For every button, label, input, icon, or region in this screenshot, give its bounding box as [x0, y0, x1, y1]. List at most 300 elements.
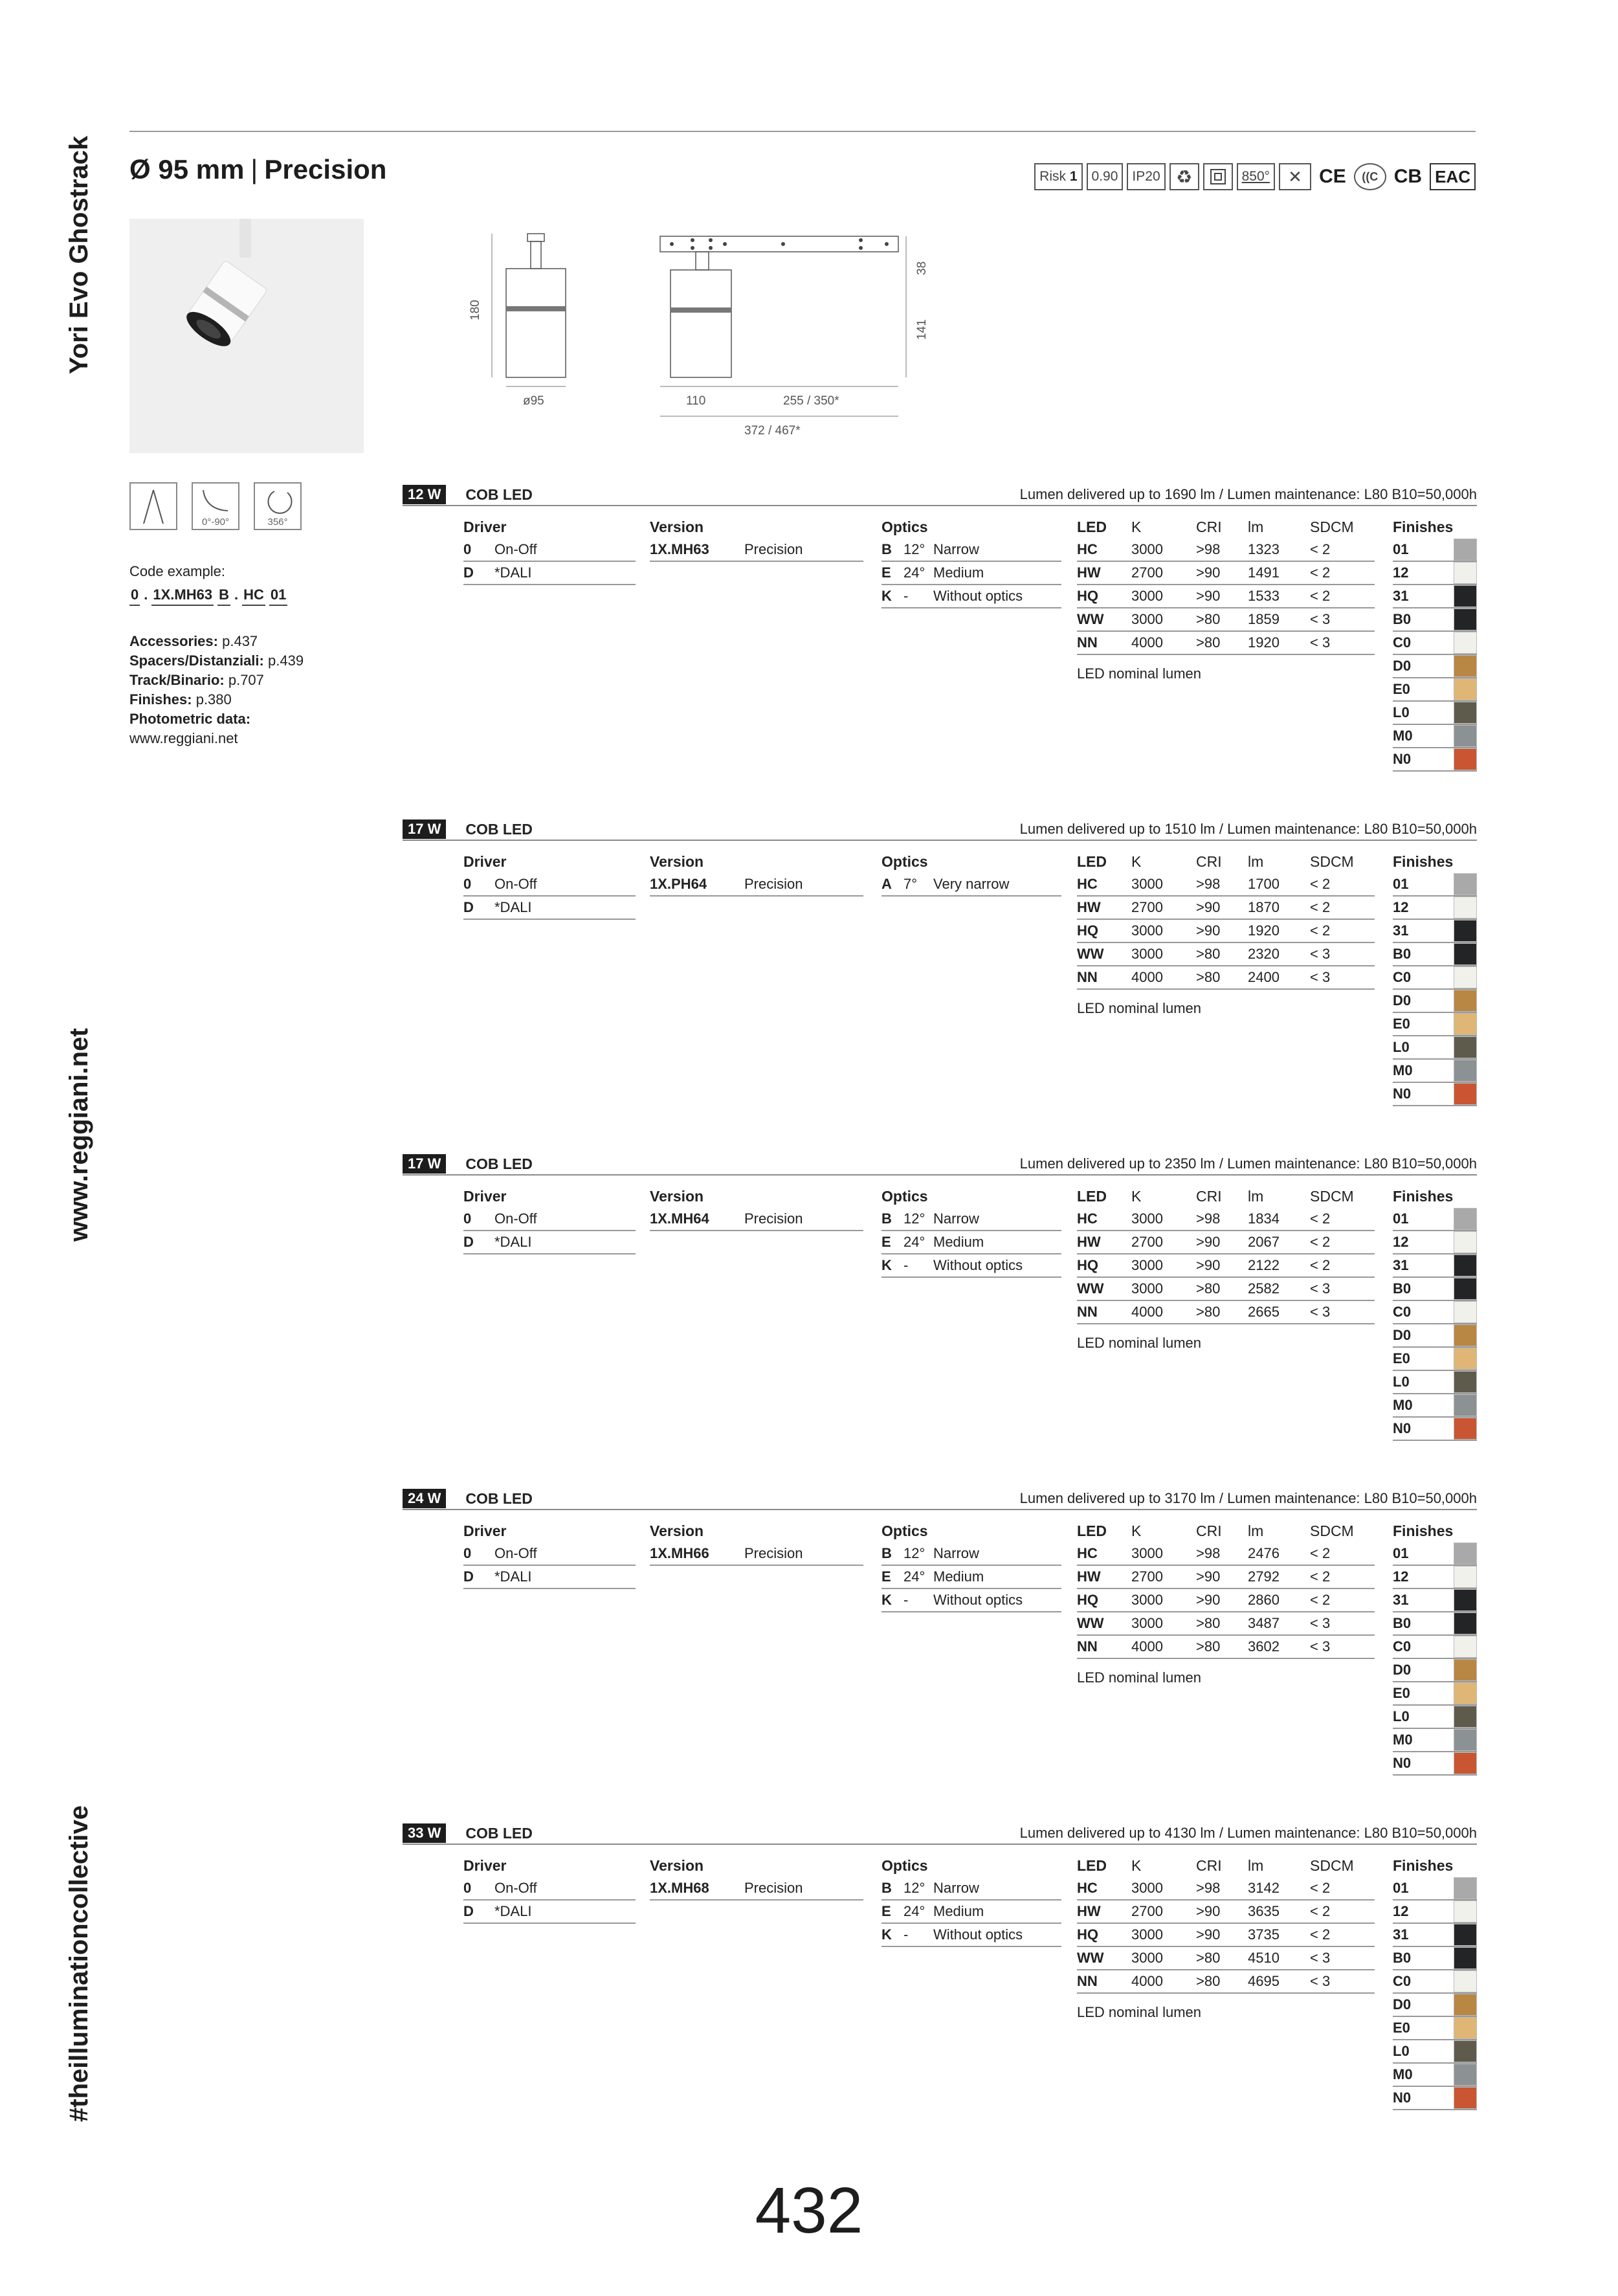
finish-code: L0 [1393, 2043, 1410, 2059]
led-header-lm: lm [1248, 1857, 1264, 1874]
led-row [1077, 608, 1375, 632]
finishes-line [129, 690, 304, 709]
photometric-link[interactable]: www.reggiani.net [129, 730, 238, 746]
led-header-cri: CRI [1196, 518, 1222, 535]
driver-row [463, 539, 636, 562]
finish-swatch [1454, 655, 1477, 677]
optics-name: Medium [933, 1903, 984, 1919]
finish-code: L0 [1393, 1039, 1410, 1055]
rotation-icon [254, 482, 302, 530]
finish-code: 12 [1393, 1234, 1409, 1250]
optics-header: Optics [881, 853, 928, 870]
led-lumen: 4695 [1248, 1973, 1280, 1989]
finish-row [1393, 1060, 1477, 1083]
optics-row [881, 1543, 1061, 1566]
code-part-dot: . [144, 586, 148, 603]
led-lumen: 2400 [1248, 969, 1280, 985]
finishes-header: Finishes [1393, 518, 1454, 535]
finish-row [1393, 1636, 1477, 1659]
glow-wire-icon [1237, 163, 1275, 190]
led-code: WW [1077, 611, 1104, 627]
finish-code: 12 [1393, 899, 1409, 915]
finish-swatch [1454, 1636, 1477, 1658]
led-header-k: K [1131, 1188, 1142, 1205]
code-part-dot: . [234, 586, 239, 603]
finishes-column [1393, 850, 1477, 1106]
version-row [650, 1208, 863, 1231]
driver-row [463, 873, 636, 897]
driver-row [463, 1543, 636, 1566]
led-header-cri: CRI [1196, 1188, 1222, 1205]
led-header-k: K [1131, 518, 1142, 535]
cob-label: COB LED [465, 485, 533, 503]
accessories-value[interactable]: p.437 [222, 633, 258, 649]
version-code: 1X.MH63 [650, 541, 709, 557]
finish-swatch [1454, 1013, 1477, 1035]
optics-angle: 24° [903, 1234, 925, 1250]
led-sdcm: < 3 [1310, 1304, 1331, 1320]
led-cri: >90 [1196, 588, 1221, 604]
led-sdcm: < 3 [1310, 1950, 1331, 1966]
title-separator: | [250, 154, 258, 184]
led-code: HQ [1077, 1592, 1098, 1608]
spec-columns [403, 841, 1477, 1145]
driver-column [463, 515, 636, 585]
led-header-lm: lm [1248, 1522, 1264, 1539]
optics-code: A [881, 876, 892, 892]
finish-row [1393, 990, 1477, 1013]
finish-swatch [1454, 966, 1477, 988]
led-cri: >80 [1196, 611, 1221, 627]
optics-name: Very narrow [933, 876, 1010, 892]
finish-swatch [1454, 1900, 1477, 1923]
finish-code: C0 [1393, 969, 1412, 985]
led-kelvin: 3000 [1131, 946, 1163, 962]
top-rule [129, 131, 1476, 132]
led-code: HC [1077, 1880, 1098, 1896]
led-row [1077, 1231, 1375, 1254]
led-sdcm: < 2 [1310, 1903, 1331, 1919]
finish-row [1393, 1752, 1477, 1776]
finish-swatch [1454, 585, 1477, 607]
optics-code: B [881, 1880, 892, 1896]
block-header [403, 1823, 1477, 1845]
led-header-cri: CRI [1196, 1857, 1222, 1874]
wattage-badge: 17 W [403, 819, 446, 839]
finish-code: N0 [1393, 751, 1412, 767]
led-code: HQ [1077, 588, 1098, 604]
finish-swatch [1454, 1060, 1477, 1082]
led-cri: >90 [1196, 1592, 1221, 1608]
led-row [1077, 1208, 1375, 1231]
code-example [129, 585, 304, 606]
led-cri: >80 [1196, 1280, 1221, 1297]
led-row [1077, 1636, 1375, 1659]
led-kelvin: 3000 [1131, 541, 1163, 557]
cob-label: COB LED [465, 1824, 533, 1842]
finish-swatch [1454, 1729, 1477, 1751]
led-sdcm: < 2 [1310, 564, 1331, 581]
version-code: 1X.MH64 [650, 1210, 709, 1227]
finish-row [1393, 1924, 1477, 1947]
led-sdcm: < 3 [1310, 1280, 1331, 1297]
finish-code: 31 [1393, 588, 1409, 604]
version-code: 1X.PH64 [650, 876, 707, 892]
finish-swatch [1454, 1208, 1477, 1230]
spacers-value[interactable]: p.439 [268, 652, 304, 669]
optics-row [881, 1877, 1061, 1900]
led-lumen: 2476 [1248, 1545, 1280, 1561]
finish-code: C0 [1393, 1973, 1412, 1989]
finish-code: D0 [1393, 1996, 1412, 2012]
led-cri: >98 [1196, 1880, 1221, 1896]
driver-header: Driver [463, 1857, 507, 1874]
tilt-label: 0°-90° [201, 517, 230, 528]
spec-columns [403, 1845, 1477, 2149]
finish-code: 31 [1393, 922, 1409, 939]
finish-swatch [1454, 678, 1477, 700]
led-header-sdcm: SDCM [1310, 1188, 1354, 1205]
optics-row [881, 1566, 1061, 1589]
led-header-k: K [1131, 1522, 1142, 1539]
finish-row [1393, 873, 1477, 897]
dim-diameter: ø95 [523, 394, 544, 408]
led-kelvin: 4000 [1131, 634, 1163, 651]
optics-angle: - [903, 1926, 909, 1943]
finish-swatch [1454, 2017, 1477, 2039]
led-code: WW [1077, 1280, 1104, 1297]
finishes-value[interactable]: p.380 [195, 691, 232, 708]
power-factor-value: 0.90 [1091, 169, 1118, 184]
led-row [1077, 1301, 1375, 1324]
finish-row [1393, 1013, 1477, 1036]
finish-code: 31 [1393, 1592, 1409, 1608]
version-name: Precision [744, 1880, 803, 1896]
finish-row [1393, 539, 1477, 562]
led-cri: >98 [1196, 1545, 1221, 1561]
led-lumen: 1491 [1248, 564, 1280, 581]
optics-column [881, 1854, 1061, 1947]
led-kelvin: 3000 [1131, 1880, 1163, 1896]
finish-swatch [1454, 1324, 1477, 1346]
finish-row [1393, 1301, 1477, 1324]
driver-name: On-Off [494, 1880, 537, 1896]
driver-column [463, 1854, 636, 1924]
finish-row [1393, 585, 1477, 608]
finish-row [1393, 562, 1477, 585]
driver-row [463, 897, 636, 920]
photometric-line [129, 709, 304, 729]
led-lumen: 3602 [1248, 1638, 1280, 1655]
led-sdcm: < 3 [1310, 1615, 1331, 1631]
optics-code: E [881, 1903, 891, 1919]
finish-code: 01 [1393, 1880, 1409, 1896]
optics-row [881, 1254, 1061, 1278]
led-sdcm: < 3 [1310, 946, 1331, 962]
finish-swatch [1454, 1371, 1477, 1393]
finish-code: E0 [1393, 1350, 1410, 1366]
led-kelvin: 3000 [1131, 1615, 1163, 1631]
finish-code: E0 [1393, 1016, 1410, 1032]
driver-row [463, 1208, 636, 1231]
led-header-led: LED [1077, 1522, 1107, 1539]
finish-row [1393, 608, 1477, 632]
version-header: Version [650, 518, 704, 535]
version-column [650, 1185, 863, 1231]
led-code: HQ [1077, 1257, 1098, 1273]
spec-columns [403, 1176, 1477, 1480]
block-header [403, 1154, 1477, 1176]
led-cri: >80 [1196, 1304, 1221, 1320]
spec-block [403, 819, 1477, 1145]
finish-swatch [1454, 702, 1477, 724]
led-note: LED nominal lumen [1077, 1335, 1201, 1351]
led-kelvin: 3000 [1131, 1257, 1163, 1273]
led-sdcm: < 2 [1310, 922, 1331, 939]
led-kelvin: 4000 [1131, 969, 1163, 985]
led-column [1077, 1185, 1375, 1352]
finish-row [1393, 1612, 1477, 1636]
led-code: NN [1077, 1973, 1098, 1989]
finish-swatch [1454, 2064, 1477, 2086]
optics-code: E [881, 1234, 891, 1250]
optics-angle: - [903, 588, 909, 604]
led-lumen: 3142 [1248, 1880, 1280, 1896]
optics-name: Without optics [933, 1926, 1023, 1943]
optics-name: Narrow [933, 1880, 979, 1896]
led-row [1077, 562, 1375, 585]
side-website[interactable]: www.reggiani.net [65, 1028, 93, 1242]
finish-swatch [1454, 632, 1477, 654]
led-row [1077, 1900, 1375, 1924]
finishes-header: Finishes [1393, 1522, 1454, 1539]
finish-code: E0 [1393, 681, 1410, 697]
finishes-header: Finishes [1393, 1857, 1454, 1874]
finish-row [1393, 725, 1477, 748]
wattage-badge: 33 W [403, 1823, 446, 1843]
led-header [1077, 1185, 1375, 1208]
led-lumen: 1533 [1248, 588, 1280, 604]
led-lumen: 1323 [1248, 541, 1280, 557]
optics-column [881, 1519, 1061, 1612]
title-variant: Precision [264, 154, 387, 184]
finish-code: 12 [1393, 1568, 1409, 1585]
finish-swatch [1454, 539, 1477, 561]
led-code: NN [1077, 969, 1098, 985]
led-lumen: 1834 [1248, 1210, 1280, 1227]
dim-body-height: 141 [915, 319, 929, 340]
optics-code: K [881, 588, 892, 604]
spec-block [403, 484, 1477, 810]
version-name: Precision [744, 876, 803, 892]
led-sdcm: < 3 [1310, 634, 1331, 651]
finish-swatch [1454, 1418, 1477, 1440]
led-lumen: 2122 [1248, 1257, 1280, 1273]
version-header: Version [650, 1857, 704, 1874]
led-cri: >80 [1196, 1950, 1221, 1966]
led-kelvin: 3000 [1131, 1280, 1163, 1297]
led-lumen: 3735 [1248, 1926, 1280, 1943]
finish-code: C0 [1393, 1638, 1412, 1655]
led-kelvin: 2700 [1131, 899, 1163, 915]
finish-swatch [1454, 1970, 1477, 1992]
track-value[interactable]: p.707 [228, 672, 264, 688]
led-cri: >80 [1196, 634, 1221, 651]
led-kelvin: 3000 [1131, 922, 1163, 939]
led-lumen: 2320 [1248, 946, 1280, 962]
finish-code: L0 [1393, 1374, 1410, 1390]
finish-code: N0 [1393, 2090, 1412, 2106]
led-lumen: 3635 [1248, 1903, 1280, 1919]
finish-swatch [1454, 2087, 1477, 2109]
led-code: HW [1077, 1903, 1101, 1919]
finish-row [1393, 748, 1477, 772]
led-row [1077, 1543, 1375, 1566]
finish-code: D0 [1393, 658, 1412, 674]
led-header-led: LED [1077, 853, 1107, 870]
led-row [1077, 539, 1375, 562]
spec-block [403, 1488, 1477, 1814]
led-code: WW [1077, 1950, 1104, 1966]
optics-column [881, 515, 1061, 608]
led-row [1077, 1278, 1375, 1301]
optics-name: Without optics [933, 588, 1023, 604]
led-cri: >80 [1196, 1638, 1221, 1655]
lumen-summary: Lumen delivered up to 3170 lm / Lumen maintenance: L80 B10=50,000h [1019, 1490, 1477, 1506]
block-header [403, 1488, 1477, 1510]
led-code: HQ [1077, 1926, 1098, 1943]
finish-row [1393, 1877, 1477, 1900]
led-cri: >90 [1196, 1926, 1221, 1943]
driver-column [463, 850, 636, 920]
cb-value: CB [1393, 166, 1423, 187]
led-kelvin: 3000 [1131, 1926, 1163, 1943]
finish-code: 01 [1393, 1210, 1409, 1227]
finish-row [1393, 2040, 1477, 2064]
finish-code: L0 [1393, 704, 1410, 720]
led-cri: >90 [1196, 922, 1221, 939]
led-row [1077, 1589, 1375, 1612]
led-code: HC [1077, 541, 1098, 557]
finish-swatch [1454, 1706, 1477, 1728]
led-cri: >90 [1196, 1257, 1221, 1273]
finish-code: E0 [1393, 1685, 1410, 1701]
led-header-lm: lm [1248, 518, 1264, 535]
finish-row [1393, 2087, 1477, 2110]
finish-swatch [1454, 1612, 1477, 1634]
led-lumen: 2665 [1248, 1304, 1280, 1320]
eac-value: EAC [1435, 166, 1470, 186]
finish-row [1393, 1659, 1477, 1682]
driver-name: On-Off [494, 541, 537, 557]
glow-wire-value: 850° [1241, 169, 1270, 184]
finish-swatch [1454, 943, 1477, 965]
led-cri: >80 [1196, 1615, 1221, 1631]
spec-columns [403, 506, 1477, 810]
finish-code: M0 [1393, 1732, 1413, 1748]
spec-block [403, 1154, 1477, 1480]
optics-name: Without optics [933, 1592, 1023, 1608]
led-sdcm: < 2 [1310, 588, 1331, 604]
finish-code: 01 [1393, 1545, 1409, 1561]
finish-code: 12 [1393, 1903, 1409, 1919]
recycle-icon: ♻ [1169, 163, 1199, 190]
finish-row [1393, 1994, 1477, 2017]
led-code: NN [1077, 1304, 1098, 1320]
optics-code: K [881, 1926, 892, 1943]
finish-row [1393, 1970, 1477, 1994]
led-sdcm: < 3 [1310, 1973, 1331, 1989]
version-row [650, 1543, 863, 1566]
led-row [1077, 1254, 1375, 1278]
certification-icons [1034, 163, 1476, 190]
finish-row [1393, 655, 1477, 678]
driver-code: D [463, 1234, 474, 1250]
led-sdcm: < 2 [1310, 876, 1331, 892]
finish-code: C0 [1393, 1304, 1412, 1320]
finish-row [1393, 1543, 1477, 1566]
led-code: HC [1077, 876, 1098, 892]
finish-swatch [1454, 1254, 1477, 1276]
led-cri: >90 [1196, 564, 1221, 581]
finish-code: M0 [1393, 1397, 1413, 1413]
finish-row [1393, 1589, 1477, 1612]
led-header [1077, 850, 1375, 873]
driver-row [463, 1566, 636, 1589]
led-row [1077, 1970, 1375, 1994]
ip-rating-icon [1127, 163, 1165, 190]
led-lumen: 2860 [1248, 1592, 1280, 1608]
led-code: HW [1077, 1234, 1101, 1250]
version-column [650, 850, 863, 897]
page-title [129, 154, 386, 185]
finish-code: 12 [1393, 564, 1409, 581]
led-sdcm: < 2 [1310, 1880, 1331, 1896]
optics-code: K [881, 1257, 892, 1273]
optics-row [881, 1231, 1061, 1254]
optics-name: Narrow [933, 1545, 979, 1561]
optics-name: Narrow [933, 541, 979, 557]
optics-row [881, 873, 1061, 897]
led-row [1077, 1924, 1375, 1947]
spacers-label: Spacers/Distanziali: [129, 652, 264, 669]
feature-icons [129, 482, 302, 530]
led-header-lm: lm [1248, 853, 1264, 870]
led-row [1077, 873, 1375, 897]
finish-row [1393, 2064, 1477, 2087]
finish-code: D0 [1393, 1327, 1412, 1343]
led-column [1077, 1519, 1375, 1686]
finish-row [1393, 632, 1477, 655]
risk-label: Risk [1039, 169, 1067, 184]
finish-swatch [1454, 1752, 1477, 1774]
version-name: Precision [744, 541, 803, 557]
led-cri: >98 [1196, 541, 1221, 557]
led-code: HC [1077, 1545, 1098, 1561]
title-diameter: Ø 95 mm [129, 154, 245, 184]
rotation-label: 356° [267, 517, 288, 528]
led-header-k: K [1131, 1857, 1142, 1874]
finish-row [1393, 1394, 1477, 1418]
led-header-k: K [1131, 853, 1142, 870]
optics-column [881, 850, 1061, 897]
optics-code: E [881, 1568, 891, 1585]
led-lumen: 1700 [1248, 876, 1280, 892]
accessories-label: Accessories: [129, 633, 218, 649]
finish-swatch [1454, 1348, 1477, 1370]
led-lumen: 4510 [1248, 1950, 1280, 1966]
driver-name: On-Off [494, 1210, 537, 1227]
